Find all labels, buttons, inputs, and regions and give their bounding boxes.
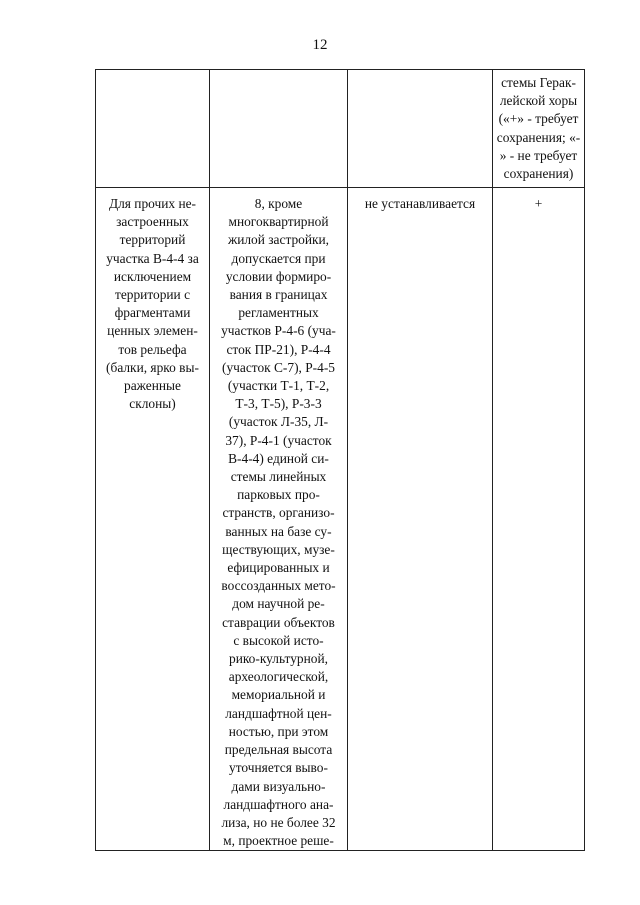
text-line: Т-3, Т-5), Р-3-3 [235,396,322,412]
text-line: участков Р-4-6 (уча- [221,323,336,339]
text-line: тов рельефа [118,341,187,357]
text-line: территорий [119,232,186,248]
text-line: (балки, ярко вы- [106,359,199,375]
text-line: сохранения) [503,166,574,182]
text-line: с высокой исто- [233,632,324,648]
text-line: сохранения; «- [496,129,581,145]
text-line: многоквартирной [228,214,329,230]
text-line: («+» - требует [498,111,579,127]
table-cell [96,70,210,188]
text-line: стемы линейных [230,469,327,485]
text-line: м, проектное реше- [223,833,334,849]
text-line: условии формиро- [225,268,332,284]
text-line: археологической, [228,669,329,685]
text-line: стемы Герак- [501,75,576,90]
text-line: + [534,196,543,211]
text-line: В-4-4) единой си- [228,450,329,466]
table-cell [210,70,348,188]
regulation-table [95,69,585,851]
table-cell [348,70,493,188]
table-cell-height-regulation [210,188,348,851]
table-cell-parameter [348,188,493,851]
table-row [96,70,585,188]
text-line: ставрации объектов [222,614,335,630]
table-cell-preservation-mark [493,188,585,851]
text-line: (участок Л-35, Л- [228,414,329,430]
text-line: застроенных [116,214,189,230]
text-line: воссозданных мето- [221,578,336,594]
text-line: ностью, при этом [228,723,329,739]
text-line: допускается при [231,250,326,266]
text-line: (участки Т-1, Т-2, [227,378,330,394]
text-line: ландшафтного ана- [223,796,334,812]
text-line: 37), Р-4-1 (участок [225,432,332,448]
text-line: исключением [113,268,192,284]
text-line: предельная высота [224,742,333,758]
text-line: фрагментами [114,305,191,321]
text-line: парковых про- [237,487,320,503]
table-cell-note [493,70,585,188]
text-line: ефицированных и [227,560,330,576]
text-line: склоны) [129,396,176,412]
text-line: ванных на базе су- [225,523,332,539]
text-line: мемориальной и [231,687,326,703]
text-line: странств, организо- [222,505,335,521]
text-line: территории с [114,287,191,303]
text-line: не устанавливается [364,196,476,211]
text-line: уточняется выво- [229,760,328,776]
text-line: Для прочих не- [108,196,197,211]
text-line: дом научной ре- [232,596,325,612]
text-line: регламентных [238,305,319,321]
text-line: ществующих, музе- [222,541,335,557]
text-line: (участок С-7), Р-4-5 [222,359,335,375]
text-line: рико-культурной, [229,651,328,667]
table-row [96,188,585,851]
text-line: ценных элемен- [107,323,198,339]
text-line: дами визуально- [231,778,326,794]
text-line: сток ПР-21), Р-4-4 [226,341,331,357]
text-line: лиза, но не более 32 [221,814,336,830]
table-cell-territory [96,188,210,851]
text-line: » - не требует [499,147,578,163]
text-line: лейской хоры [499,93,578,109]
page-number: 12 [312,37,328,53]
text-line: 8, кроме [254,196,303,211]
text-line: участка В-4-4 за [106,250,199,266]
text-line: ландшафтной цен- [225,705,332,721]
text-line: жилой застройки, [227,232,330,248]
text-line: вания в границах [229,287,328,303]
text-line: раженные [124,378,181,394]
